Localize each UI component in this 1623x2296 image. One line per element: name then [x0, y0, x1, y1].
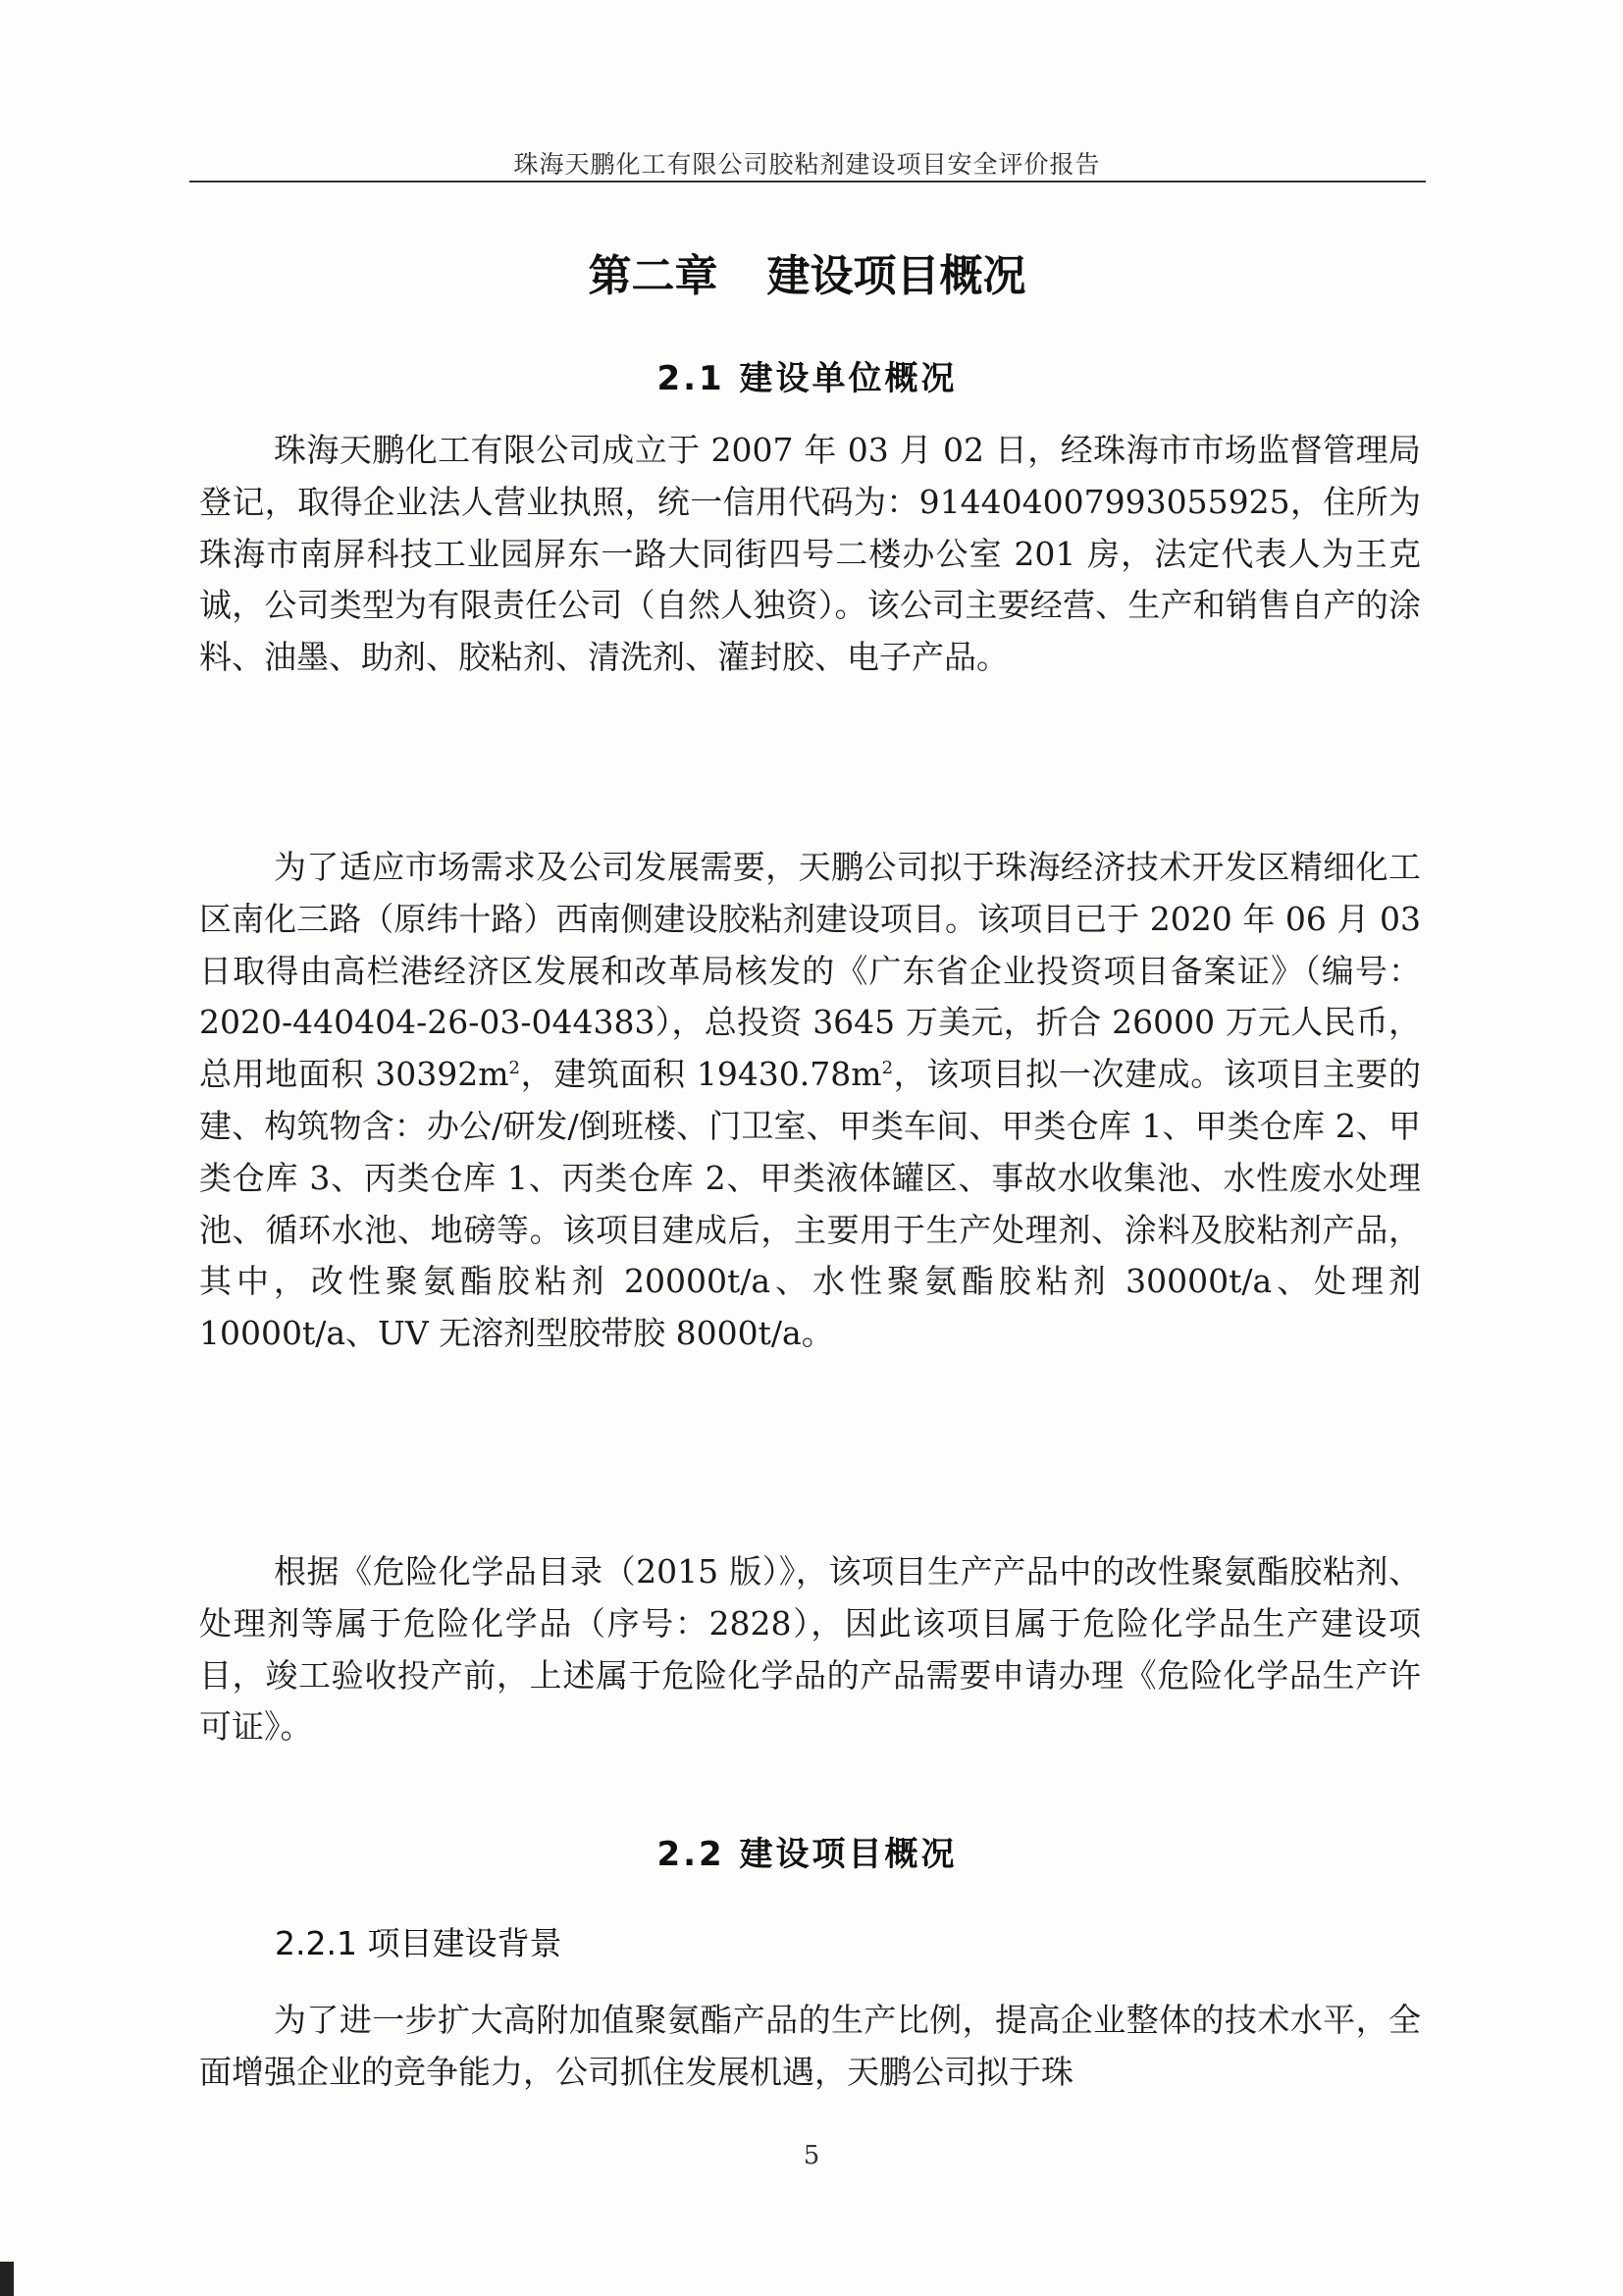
header-rule	[189, 181, 1426, 183]
paragraph-project-summary	[199, 842, 1421, 1360]
paragraph-project-summary-part-a: 为了适应市场需求及公司发展需要，天鹏公司拟于珠海经济技术开发区精细化工区南化三路（原纬十路）西南侧建设胶粘剂建设项目。该项目已于 2020 年 06 月 03 日取得由高栏港经济区发展和改革局核发的《广东省企业投资项目备案证》（编号：2020-440404-26-03-044383），总投资 3645 万美元，折合 26000 万元人民币，总用地面积 30392m	[199, 848, 1421, 1094]
paragraph-company-overview: 珠海天鹏化工有限公司成立于 2007 年 03 月 02 日，经珠海市市场监督管理局登记，取得企业法人营业执照，统一信用代码为：914404007993055925，住所为珠海市南屏科技工业园屏东一路大同街四号二楼办公室 201 房，法定代表人为王克诚，公司类型为有限责任公司（自然人独资）。该公司主要经营、生产和销售自产的涂料、油墨、助剂、胶粘剂、清洗剂、灌封胶、电子产品。	[199, 431, 1421, 677]
chapter-title	[191, 240, 1423, 303]
paragraph-hazardous-chemicals: 根据《危险化学品目录（2015 版）》，该项目生产产品中的改性聚氨酯胶粘剂、处理剂等属于危险化学品（序号：2828），因此该项目属于危险化学品生产建设项目，竣工验收投产前，上述属于危险化学品的产品需要申请办理《危险化学品生产许可证》。	[199, 1552, 1421, 1747]
page-number: 5	[803, 2141, 820, 2170]
section-title-2-2: 2.2 建设项目概况	[656, 1835, 958, 1874]
scan-edge-mark	[0, 2262, 14, 2296]
paragraph-project-summary-part-c: ，该项目拟一次建成。该项目主要的建、构筑物含：办公/研发/倒班楼、门卫室、甲类车间、甲类仓库 1、甲类仓库 2、甲类仓库 3、丙类仓库 1、丙类仓库 2、甲类液体罐区、事故水收集池、水性废水处理池、循环水池、地磅等。该项目建成后，主要用于生产处理剂、涂料及胶粘剂产品，其中，改性聚氨酯胶粘剂 20000t/a、水性聚氨酯胶粘剂 30000t/a、处理剂 10000t/a、UV 无溶剂型胶带胶 8000t/a。	[199, 1055, 1422, 1353]
superscript-area-unit: 2	[508, 1058, 520, 1079]
section-title-2-1: 2.1 建设单位概况	[656, 359, 958, 398]
superscript-area-unit: 2	[881, 1058, 894, 1079]
paragraph-project-summary-part-b: ，建筑面积 19430.78m	[519, 1055, 882, 1094]
chapter-number: 第二章	[588, 251, 718, 301]
running-header: 珠海天鹏化工有限公司胶粘剂建设项目安全评价报告	[513, 150, 1101, 179]
chapter-name: 建设项目概况	[766, 251, 1026, 301]
subsection-title-2-2-1: 2.2.1 项目建设背景	[275, 1924, 562, 1962]
paragraph-project-background: 为了进一步扩大高附加值聚氨酯产品的生产比例，提高企业整体的技术水平，全面增强企业的竞争能力，公司抓住发展机遇，天鹏公司拟于珠	[199, 2001, 1421, 2091]
